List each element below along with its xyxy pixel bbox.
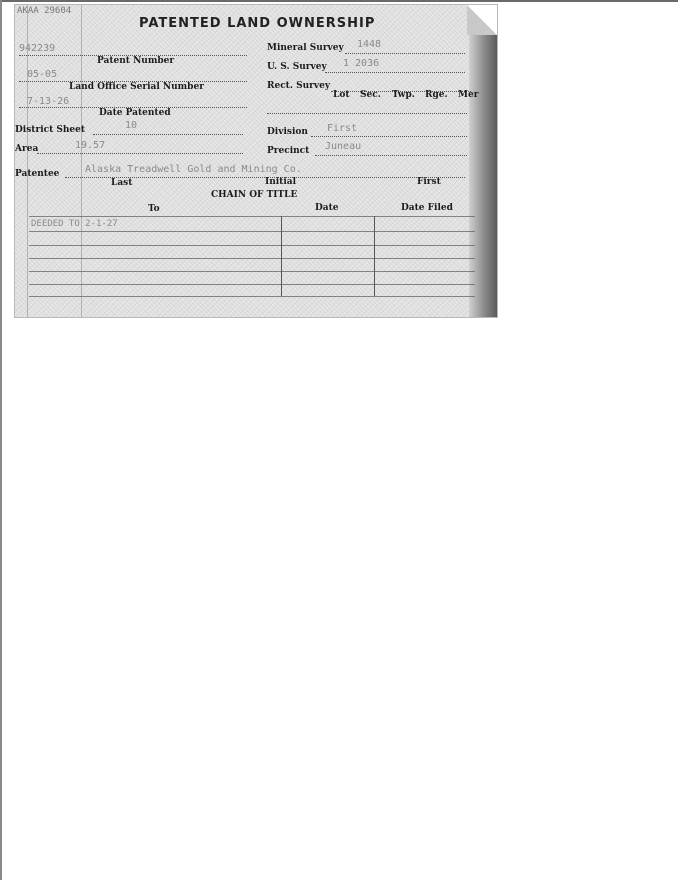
area-label: Area (15, 144, 39, 154)
district-sheet-line (93, 134, 243, 135)
rge-label: Rge. (425, 90, 448, 100)
rect-survey-entry-line (267, 113, 467, 114)
patent-number-value: 942239 (19, 43, 56, 54)
patentee-last-label: Last (111, 178, 133, 188)
chain-date-filed-header: Date Filed (401, 203, 453, 213)
patentee-value: Alaska Treadwell Gold and Mining Co. (85, 164, 302, 175)
chain-column-divider (374, 216, 375, 296)
patentee-initial-label: Initial (265, 177, 296, 187)
patentee-first-label: First (417, 177, 441, 187)
chain-row-rule (29, 271, 475, 272)
area-line (37, 153, 243, 154)
date-patented-value: 7-13-26 (27, 96, 70, 107)
chain-of-title-heading: CHAIN OF TITLE (211, 190, 298, 200)
chain-header-rule (29, 216, 475, 217)
chain-row-rule (29, 245, 475, 246)
district-sheet-label: District Sheet (15, 125, 86, 135)
chain-row-rule (29, 231, 475, 232)
land-office-serial-label: Land Office Serial Number (69, 82, 204, 92)
precinct-line (315, 155, 467, 156)
page-left-edge (0, 0, 2, 880)
land-office-serial-value: 05-05 (27, 69, 58, 80)
district-sheet-value: 10 (125, 120, 138, 131)
rect-survey-label: Rect. Survey (267, 81, 331, 91)
precinct-label: Precinct (267, 146, 310, 156)
date-patented-label: Date Patented (99, 108, 171, 118)
chain-row-rule (29, 296, 475, 297)
precinct-value: Juneau (325, 141, 362, 152)
us-survey-label: U. S. Survey (267, 62, 327, 72)
us-survey-line (325, 72, 465, 73)
card-folded-corner (467, 5, 497, 35)
chain-column-divider (281, 216, 282, 296)
us-survey-value: 1 2036 (343, 58, 380, 69)
patentee-label: Patentee (15, 169, 60, 179)
mineral-survey-line (345, 53, 465, 54)
chain-date-header: Date (315, 203, 339, 213)
mineral-survey-value: 1448 (357, 39, 382, 50)
chain-row-rule (29, 284, 475, 285)
division-line (311, 136, 467, 137)
mineral-survey-label: Mineral Survey (267, 43, 344, 53)
card-stamp: AKAA 29604 (17, 6, 72, 16)
area-value: 19.57 (75, 140, 106, 151)
chain-row-rule (29, 258, 475, 259)
page-top-edge (0, 0, 678, 2)
mer-label: Mer (458, 90, 479, 100)
card-title: PATENTED LAND OWNERSHIP (139, 16, 376, 31)
division-value: First (327, 123, 358, 134)
chain-row-to: DEEDED TO 2-1-27 (31, 219, 118, 229)
lot-label: Lot (333, 90, 350, 100)
chain-to-header: To (148, 204, 160, 214)
division-label: Division (267, 127, 308, 137)
twp-label: Twp. (392, 90, 415, 100)
patent-number-label: Patent Number (97, 56, 175, 66)
land-ownership-card (14, 4, 498, 318)
sec-label: Sec. (360, 90, 381, 100)
